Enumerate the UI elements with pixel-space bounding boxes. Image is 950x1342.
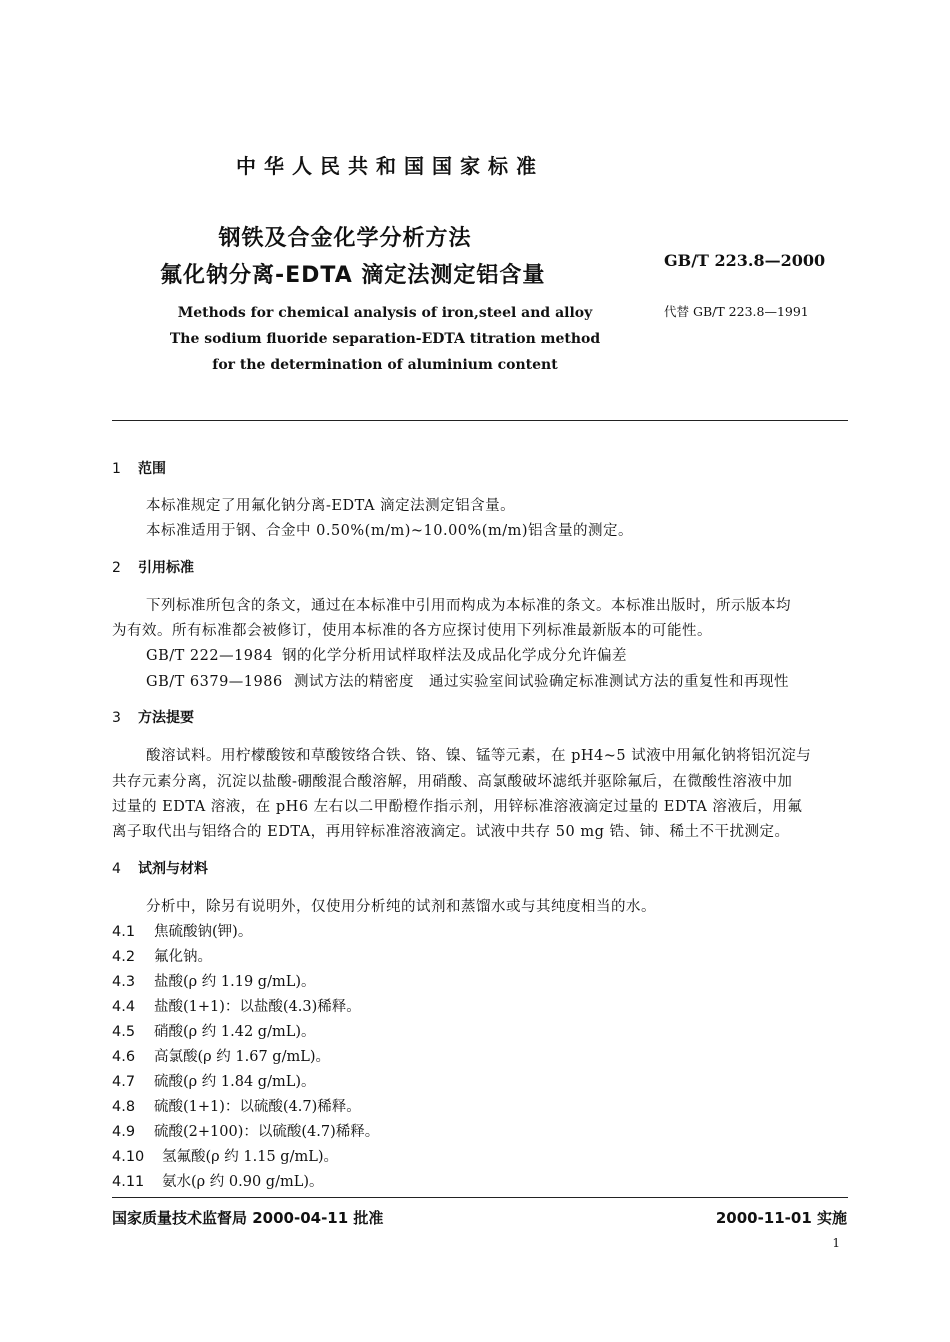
issued-by: 国家质量技术监督局 2000-04-11 批准 [112,1209,384,1227]
section-title: 方法提要 [138,710,194,726]
item-number: 4.6 [112,1049,136,1065]
reagent-item [112,1120,379,1141]
item-number: 4.11 [112,1174,145,1190]
item-text: 盐酸(1+1)：以盐酸(4.3)稀释。 [154,999,361,1015]
section-title: 引用标准 [138,560,194,576]
standard-number: GB/T 223.8—2000 [664,251,826,270]
item-number: 4.5 [112,1024,136,1040]
section-3-heading [112,707,194,727]
section-title: 试剂与材料 [138,861,208,877]
item-text: 氟化钠。 [154,949,212,965]
reagent-item [112,970,316,991]
reference-title: 钢的化学分析用试样取样法及成品化学成分允许偏差 [282,648,627,664]
reference-title: 测试方法的精密度 通过实验室间试验确定标准测试方法的重复性和再现性 [294,674,789,690]
reference-item [146,670,789,691]
item-number: 4.4 [112,999,136,1015]
item-number: 4.10 [112,1149,145,1165]
title-en-line1: Methods for chemical analysis of iron,steel and alloy [177,305,593,321]
item-text: 高氯酸(ρ 约 1.67 g/mL)。 [154,1049,330,1065]
reagent-item [112,1020,316,1041]
section-1-heading [112,458,166,478]
item-number: 4.9 [112,1124,136,1140]
item-number: 4.8 [112,1099,136,1115]
replaces-standard: 代替 GB/T 223.8—1991 [664,304,809,319]
section-2-heading [112,557,194,577]
section-number: 2 [112,560,121,576]
section-3-line-2: 共存元素分离，沉淀以盐酸-硼酸混合酸溶解，用硝酸、高氯酸破坏滤纸并驱除氟后，在微酸性溶液中加 [112,774,793,790]
implementation-date: 2000-11-01 实施 [715,1209,847,1227]
section-3-line-1: 酸溶试料。用柠檬酸铵和草酸铵络合铁、铬、镍、锰等元素，在 pH4~5 试液中用氟化钠将铝沉淀与 [146,748,812,764]
section-1-para-2: 本标准适用于钢、合金中 0.50%(m/m)~10.00%(m/m)铝含量的测定。 [146,523,634,539]
national-standard-heading: 中华人民共和国国家标准 [236,154,544,178]
item-text: 氢氟酸(ρ 约 1.15 g/mL)。 [162,1149,338,1165]
section-number: 3 [112,710,121,726]
item-text: 盐酸(ρ 约 1.19 g/mL)。 [154,974,316,990]
section-4-heading [112,858,208,878]
item-text: 硫酸(1+1)：以硫酸(4.7)稀释。 [154,1099,361,1115]
reference-code: GB/T 222—1984 [146,648,273,664]
item-text: 硫酸(ρ 约 1.84 g/mL)。 [154,1074,316,1090]
header-divider [112,420,848,421]
section-1-para-1: 本标准规定了用氟化钠分离-EDTA 滴定法测定铝含量。 [146,498,516,514]
item-text: 氨水(ρ 约 0.90 g/mL)。 [162,1174,324,1190]
title-en-line3: for the determination of aluminium content [212,357,558,373]
reagent-item [112,995,361,1016]
section-2-para-line-1: 下列标准所包含的条文，通过在本标准中引用而构成为本标准的条文。本标准出版时，所示版本均 [146,598,791,614]
section-title: 范围 [138,461,166,477]
reagent-item [112,1045,330,1066]
section-3-line-3: 过量的 EDTA 溶液，在 pH6 左右以二甲酚橙作指示剂，用锌标准溶液滴定过量的 EDTA 溶液后，用氟 [112,799,803,815]
reference-code: GB/T 6379—1986 [146,674,283,690]
title-en-line2: The sodium fluoride separation-EDTA titration method [169,331,601,347]
section-4-intro: 分析中，除另有说明外，仅使用分析纯的试剂和蒸馏水或与其纯度相当的水。 [146,899,656,915]
item-text: 硝酸(ρ 约 1.42 g/mL)。 [154,1024,316,1040]
reagent-item [112,1070,316,1091]
reagent-item [112,1145,338,1166]
title-zh-line1: 钢铁及合金化学分析方法 [218,226,472,251]
section-2-para-line-2: 为有效。所有标准都会被修订，使用本标准的各方应探讨使用下列标准最新版本的可能性。 [112,623,712,639]
item-number: 4.3 [112,974,136,990]
title-zh-line2: 氟化钠分离-EDTA 滴定法测定铝含量 [160,263,546,288]
item-text: 焦硫酸钠(钾)。 [154,924,253,940]
reagent-item [112,1095,361,1116]
footer-divider [112,1197,848,1198]
page-number: 1 [832,1236,840,1250]
item-number: 4.7 [112,1074,136,1090]
item-number: 4.1 [112,924,136,940]
reference-item [146,644,627,665]
section-number: 1 [112,461,121,477]
item-number: 4.2 [112,949,136,965]
reagent-item [112,920,252,941]
reagent-item [112,945,212,966]
section-3-line-4: 离子取代出与铝络合的 EDTA，再用锌标准溶液滴定。试液中共存 50 mg 锆、铈、稀土不干扰测定。 [112,824,790,840]
reagent-item [112,1170,324,1191]
item-text: 硫酸(2+100)：以硫酸(4.7)稀释。 [154,1124,380,1140]
section-number: 4 [112,861,121,877]
